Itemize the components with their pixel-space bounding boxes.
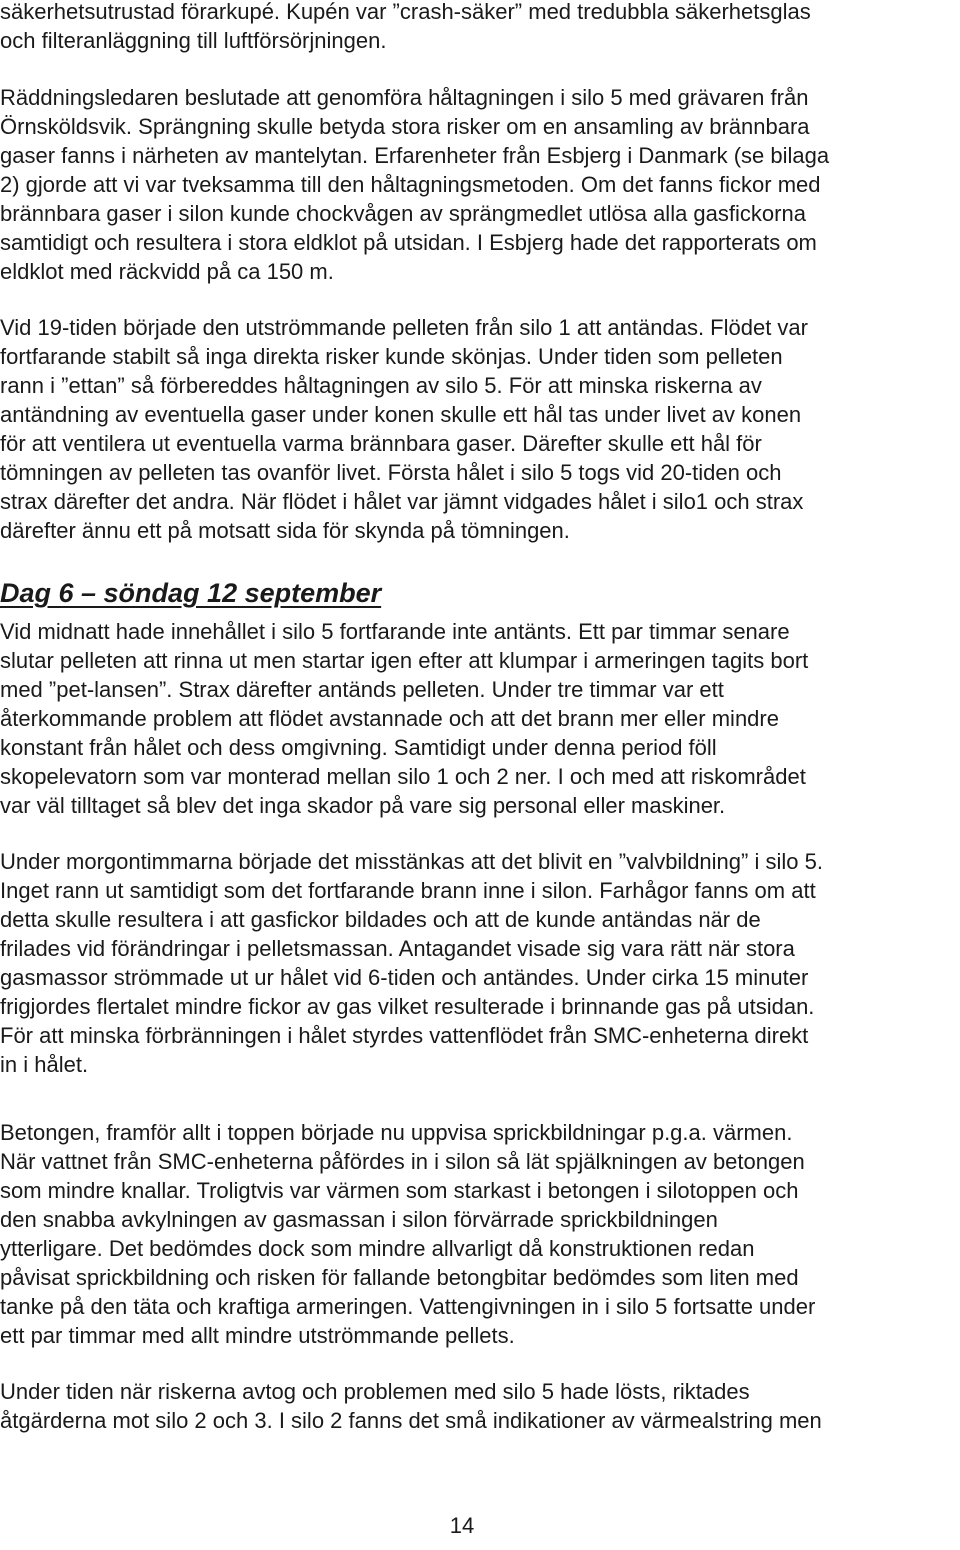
text-line: Örnsköldsvik. Sprängning skulle betyda stora risker om en ansamling av brännbara (0, 114, 810, 139)
paragraph-4 (0, 617, 960, 820)
text-line: fortfarande stabilt så inga direkta risker kunde skönjas. Under tiden som pelleten (0, 344, 783, 369)
text-line: ytterligare. Det bedömdes dock som mindre allvarligt då konstruktionen redan (0, 1236, 755, 1261)
text-line: den snabba avkylningen av gasmassan i silon förvärrade sprickbildningen (0, 1207, 718, 1232)
page-number: 14 (449, 1513, 475, 1538)
text-line: frigjordes flertalet mindre fickor av gas vilket resulterade i brinnande gas på utsidan. (0, 994, 815, 1019)
text-line: strax därefter det andra. När flödet i hålet var jämnt vidgades hålet i silo1 och strax (0, 489, 804, 514)
text-line: med ”pet-lansen”. Strax därefter antänds pelleten. Under tre timmar var ett (0, 677, 724, 702)
text-line: in i hålet. (0, 1052, 89, 1077)
paragraph-5 (0, 847, 960, 1079)
text-line: tanke på den täta och kraftiga armeringen. Vattengivningen in i silo 5 fortsatte under (0, 1294, 816, 1319)
text-line: ett par timmar med allt mindre utströmmande pellets. (0, 1323, 515, 1348)
text-line: detta skulle resultera i att gasfickor bildades och att de kunde antändas när de (0, 907, 761, 932)
text-line: som mindre knallar. Troligtvis var värmen som starkast i betongen i silotoppen och (0, 1178, 799, 1203)
paragraph-3 (0, 313, 960, 545)
text-line: eldklot med räckvidd på ca 150 m. (0, 259, 334, 284)
text-line: gasmassor strömmade ut ur hålet vid 6-tiden och antändes. Under cirka 15 minuter (0, 965, 809, 990)
text-line: Vid midnatt hade innehållet i silo 5 fortfarande inte antänts. Ett par timmar senare (0, 619, 790, 644)
text-line: för att ventilera ut eventuella varma brännbara gaser. Därefter skulle ett hål för (0, 431, 762, 456)
text-line: åtgärderna mot silo 2 och 3. I silo 2 fanns det små indikationer av värmealstring men (0, 1408, 822, 1433)
text-line: därefter ännu ett på motsatt sida för skynda på tömningen. (0, 518, 570, 543)
paragraph-7 (0, 1377, 960, 1435)
text-line: konstant från hålet och dess omgivning. Samtidigt under denna period föll (0, 735, 717, 760)
text-line: var väl tilltaget så blev det inga skador på vare sig personal eller maskiner. (0, 793, 726, 818)
text-line: påvisat sprickbildning och risken för fallande betongbitar bedömdes som liten med (0, 1265, 799, 1290)
paragraph-2 (0, 83, 960, 286)
text-line: rann i ”ettan” så förbereddes håltagningen av silo 5. För att minska riskerna av (0, 373, 762, 398)
text-line: Räddningsledaren beslutade att genomföra håltagningen i silo 5 med grävaren från (0, 85, 809, 110)
paragraph-1 (0, 0, 960, 55)
text-line: Under morgontimmarna började det misstänkas att det blivit en ”valvbildning” i silo 5. (0, 849, 823, 874)
text-line: samtidigt och resultera i stora eldklot på utsidan. I Esbjerg hade det rapporterats om (0, 230, 817, 255)
text-line: och filteranläggning till luftförsörjningen. (0, 28, 387, 53)
text-line: slutar pelleten att rinna ut men startar igen efter att klumpar i armeringen tagits bort (0, 648, 809, 673)
text-line: Vid 19-tiden började den utströmmande pelleten från silo 1 att antändas. Flödet var (0, 315, 808, 340)
text-line: gaser fanns i närheten av mantelytan. Erfarenheter från Esbjerg i Danmark (se bilaga (0, 143, 830, 168)
section-heading: Dag 6 – söndag 12 september (0, 578, 382, 608)
paragraph-6 (0, 1118, 960, 1350)
text-line: Under tiden när riskerna avtog och problemen med silo 5 hade lösts, riktades (0, 1379, 750, 1404)
text-line: antändning av eventuella gaser under konen skulle ett hål tas under livet av konen (0, 402, 802, 427)
text-line: 2) gjorde att vi var tveksamma till den håltagningsmetoden. Om det fanns fickor med (0, 172, 821, 197)
text-line: När vattnet från SMC-enheterna påfördes in i silon så lät spjälkningen av betongen (0, 1149, 805, 1174)
text-line: Betongen, framför allt i toppen började nu uppvisa sprickbildningar p.g.a. värmen. (0, 1120, 793, 1145)
text-line: brännbara gaser i silon kunde chockvågen av sprängmedlet utlösa alla gasfickorna (0, 201, 806, 226)
text-line: återkommande problem att flödet avstannade och att det brann mer eller mindre (0, 706, 779, 731)
text-line: skopelevatorn som var monterad mellan silo 1 och 2 ner. I och med att riskområdet (0, 764, 806, 789)
text-line: Inget rann ut samtidigt som det fortfarande brann inne i silon. Farhågor fanns om att (0, 878, 816, 903)
text-line: säkerhetsutrustad förarkupé. Kupén var ”crash-säker” med tredubbla säkerhetsglas (0, 0, 811, 24)
text-line: För att minska förbränningen i hålet styrdes vattenflödet från SMC-enheterna direkt (0, 1023, 809, 1048)
text-line: tömningen av pelleten tas ovanför livet. Första hålet i silo 5 togs vid 20-tiden och (0, 460, 782, 485)
text-line: frilades vid förändringar i pelletsmassan. Antagandet visade sig vara rätt när stora (0, 936, 795, 961)
